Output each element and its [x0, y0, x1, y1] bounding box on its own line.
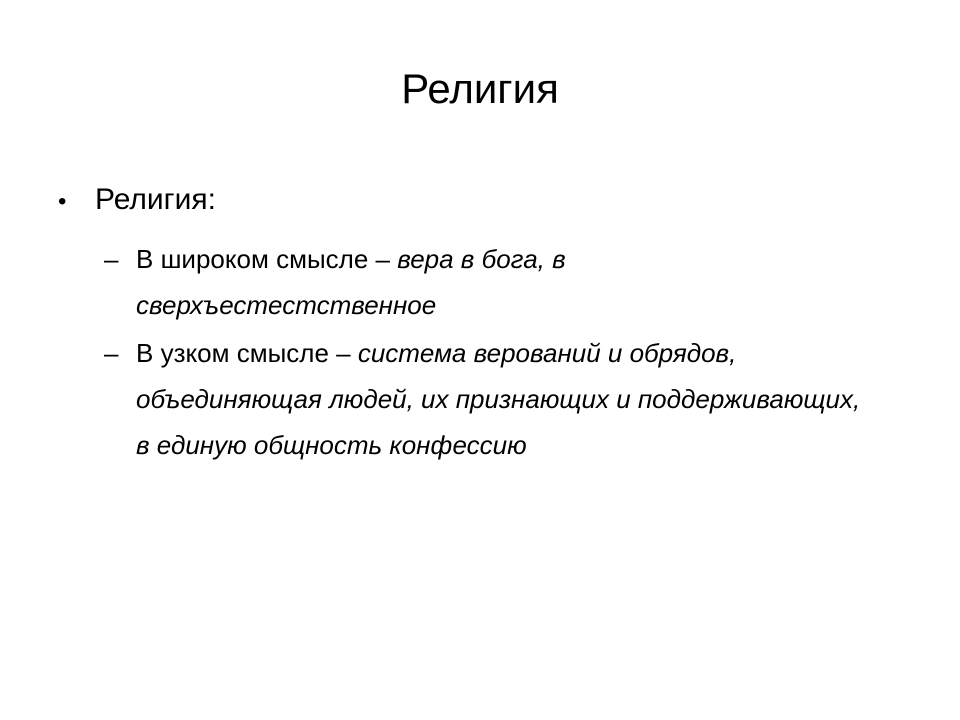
dash-icon: – — [104, 338, 119, 368]
bullet-item — [58, 182, 216, 218]
subitem-text — [136, 330, 864, 468]
subitem-broad-sense — [104, 236, 864, 328]
bullet-text: Религия: — [95, 183, 216, 216]
subitem-text — [136, 236, 864, 328]
subitem-definition: вера в бога, в сверхъестестственное — [136, 244, 566, 320]
dash-icon: – — [104, 244, 119, 274]
subitem-lead: В широком смысле – — [136, 244, 398, 274]
subitem-lead: В узком смысле – — [136, 338, 358, 368]
subitem-narrow-sense — [104, 330, 864, 468]
slide-title: Религия — [401, 65, 559, 112]
subitem-definition: система верований и обрядов, объединяющая людей, их признающих и поддерживающих, в единую общность конфессию — [136, 338, 861, 460]
bullet-icon: • — [58, 188, 67, 215]
